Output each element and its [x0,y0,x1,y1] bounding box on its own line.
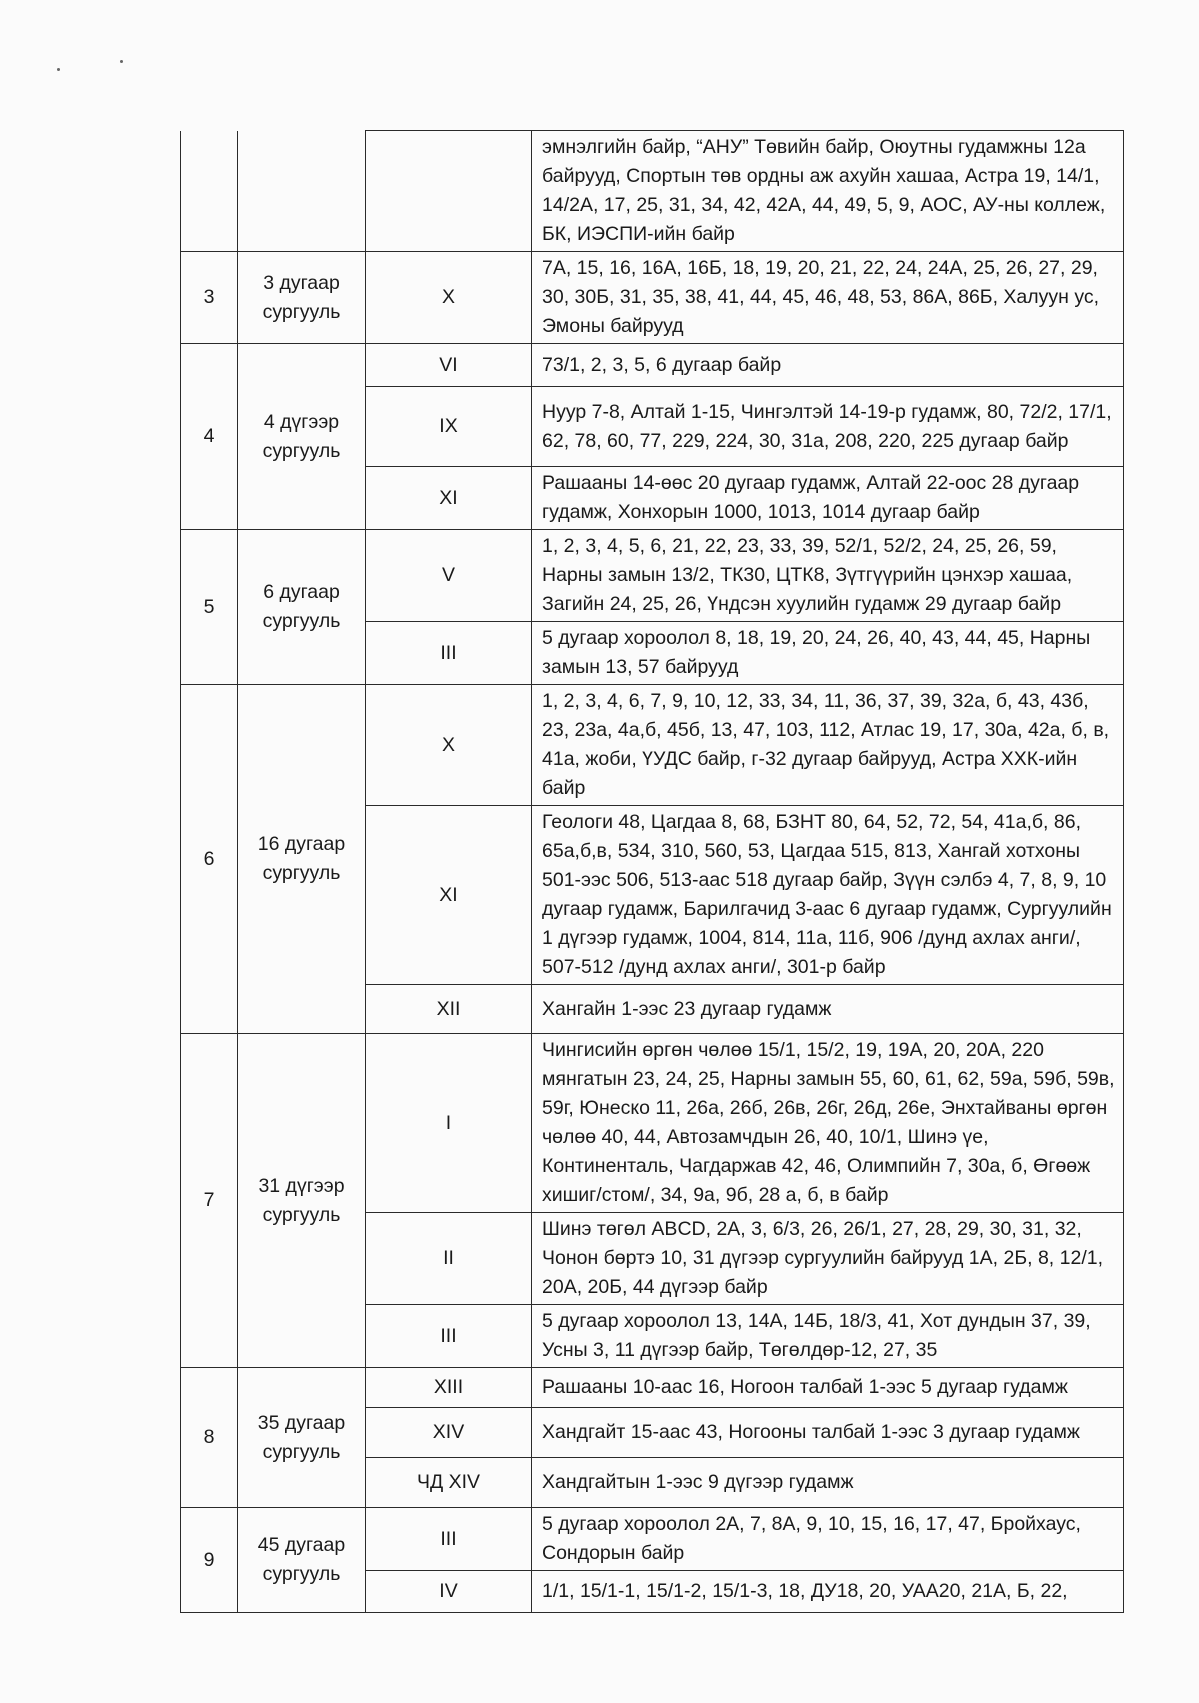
table-row [181,1034,1124,1213]
table-row [181,1508,1124,1571]
school-name-text: 45 дугаар сургууль [257,1534,346,1585]
scan-speck [57,68,60,71]
district-code: IX [366,387,532,467]
school-district-table [180,130,1124,1613]
school-name [238,252,366,344]
addresses-cell: 1, 2, 3, 4, 6, 7, 9, 10, 12, 33, 34, 11, 36, 37, 39, 32а, б, 43, 43б, 23, 23а, 4а,б, 45б, 13, 47, 103, 112, Атлас 19, 17, 30а, 42а, б, в, 41а, жоби, ҮУДС байр, г-32 дугаар байрууд, Астра ХХК-ийн байр [532,685,1124,806]
table-row [181,530,1124,622]
addresses-cell: 7А, 15, 16, 16А, 16Б, 18, 19, 20, 21, 22, 24, 24А, 25, 26, 27, 29, 30, 30Б, 31, 35, 38, 41, 44, 45, 46, 48, 53, 86А, 86Б, Халуун ус, Эмоны байрууд [532,252,1124,344]
row-number: 8 [181,1368,238,1508]
district-code: VI [366,344,532,387]
row-number: 9 [181,1508,238,1613]
district-code: XI [366,467,532,530]
school-name-text: 4 дүгээр сургууль [262,410,341,462]
school-name-text: 16 дугаар сургууль [257,833,346,884]
district-code: I [366,1034,532,1213]
addresses-cell: 5 дугаар хороолол 13, 14А, 14Б, 18/3, 41, Хот дундын 37, 39, Усны 3, 11 дүгээр байр, Төгөлдөр-12, 27, 35 [532,1305,1124,1368]
addresses-cell: Хангайн 1-ээс 23 дугаар гудамж [532,985,1124,1034]
addresses-cell: Рашааны 14-өөс 20 дугаар гудамж, Алтай 22-оос 28 дугаар гудамж, Хонхорын 1000, 1013, 1014 дугаар байр [532,467,1124,530]
district-code: V [366,530,532,622]
addresses-cell: Рашааны 10-аас 16, Ногоон талбай 1-ээс 5 дугаар гудамж [532,1368,1124,1408]
table-row [181,344,1124,387]
school-name [238,1034,366,1368]
addresses-cell: Хандгайтын 1-ээс 9 дүгээр гудамж [532,1458,1124,1508]
table-row [181,1368,1124,1408]
addresses-cell: Геологи 48, Цагдаа 8, 68, БЗНТ 80, 64, 52, 72, 54, 41а,б, 86, 65а,б,в, 534, 310, 560, 53, Цагдаа 515, 813, Хангай хотхоны 501-ээс 506, 513-аас 518 дугаар байр, Зүүн сэлбэ 4, 7, 8, 9, 10 дугаар гудамж, Барилгачид 3-аас 6 дугаар гудамж, Сургуулийн 1 дүгээр гудамж, 1004, 814, 11а, 11б, 906 /дунд ахлах анги/, 507-512 /дунд ахлах анги/, 301-р байр [532,806,1124,985]
table-row [181,131,1124,252]
row-number: 4 [181,344,238,530]
addresses-cell: эмнэлгийн байр, “АНУ” Төвийн байр, Оюутны гудамжны 12а байрууд, Спортын төв ордны аж ахуйн хашаа, Астра 19, 14/1, 14/2А, 17, 25, 31, 34, 42, 42А, 44, 49, 5, 9, АОС, АУ-ны коллеж, БК, ИЭСПИ-ийн байр [532,131,1124,252]
addresses-cell: Хандгайт 15-аас 43, Ногооны талбай 1-ээс 3 дугаар гудамж [532,1408,1124,1458]
addresses-cell: Шинэ төгөл ABCD, 2А, 3, 6/3, 26, 26/1, 27, 28, 29, 30, 31, 32, Чонон бөртэ 10, 31 дүгээр сургуулийн байрууд 1А, 2Б, 8, 12/1, 20А, 20Б, 44 дүгээр байр [532,1213,1124,1305]
addresses-cell: 1, 2, 3, 4, 5, 6, 21, 22, 23, 33, 39, 52/1, 52/2, 24, 25, 26, 59, Нарны замын 13/2, ТК30, ЦТК8, Зүтгүүрийн цэнхэр хашаа, Загийн 24, 25, 26, Үндсэн хуулийн гудамж 29 дугаар байр [532,530,1124,622]
row-number [181,131,238,252]
addresses-cell: 5 дугаар хороолол 2А, 7, 8А, 9, 10, 15, 16, 17, 47, Бройхаус, Сондорын байр [532,1508,1124,1571]
district-code: XIV [366,1408,532,1458]
district-code: III [366,622,532,685]
row-number: 6 [181,685,238,1034]
addresses-cell: 73/1, 2, 3, 5, 6 дугаар байр [532,344,1124,387]
school-name [238,530,366,685]
row-number: 3 [181,252,238,344]
school-name [238,131,366,252]
district-code: III [366,1305,532,1368]
district-code: XI [366,806,532,985]
scan-speck [120,60,123,63]
addresses-cell: Нуур 7-8, Алтай 1-15, Чингэлтэй 14-19-р гудамж, 80, 72/2, 17/1, 62, 78, 60, 77, 229, 224, 30, 31а, 208, 220, 225 дугаар байр [532,387,1124,467]
district-code: XII [366,985,532,1034]
district-code: XIII [366,1368,532,1408]
row-number: 7 [181,1034,238,1368]
school-name-text: 35 дугаар сургууль [257,1411,346,1463]
school-name-text: 6 дугаар сургууль [262,581,341,632]
table-row [181,252,1124,344]
school-name [238,1508,366,1613]
school-name-text: 31 дүгээр сургууль [258,1174,345,1226]
school-name [238,1368,366,1508]
district-code [366,131,532,252]
district-code: X [366,685,532,806]
school-name-text: 3 дугаар сургууль [262,271,341,323]
addresses-cell: 5 дугаар хороолол 8, 18, 19, 20, 24, 26, 40, 43, 44, 45, Нарны замын 13, 57 байрууд [532,622,1124,685]
district-code: ЧД XIV [366,1458,532,1508]
district-code: IV [366,1571,532,1613]
district-code: III [366,1508,532,1571]
addresses-cell: Чингисийн өргөн чөлөө 15/1, 15/2, 19, 19А, 20, 20А, 220 мянгатын 23, 24, 25, Нарны замын 55, 60, 61, 62, 59а, 59б, 59в, 59г, Юнеско 11, 26а, 26б, 26в, 26г, 26д, 26е, Энхтайваны өргөн чөлөө 40, 44, Автозамчдын 26, 40, 10/1, Шинэ үе, Континенталь, Чагдаржав 42, 46, Олимпийн 7, 30а, б, Өгөөж хишиг/стом/, 34, 9а, 9б, 28 а, б, в байр [532,1034,1124,1213]
school-name [238,685,366,1034]
addresses-cell: 1/1, 15/1-1, 15/1-2, 15/1-3, 18, ДУ18, 20, УАА20, 21А, Б, 22, [532,1571,1124,1613]
table-row [181,685,1124,806]
district-code: X [366,252,532,344]
row-number: 5 [181,530,238,685]
school-name [238,344,366,530]
district-code: II [366,1213,532,1305]
